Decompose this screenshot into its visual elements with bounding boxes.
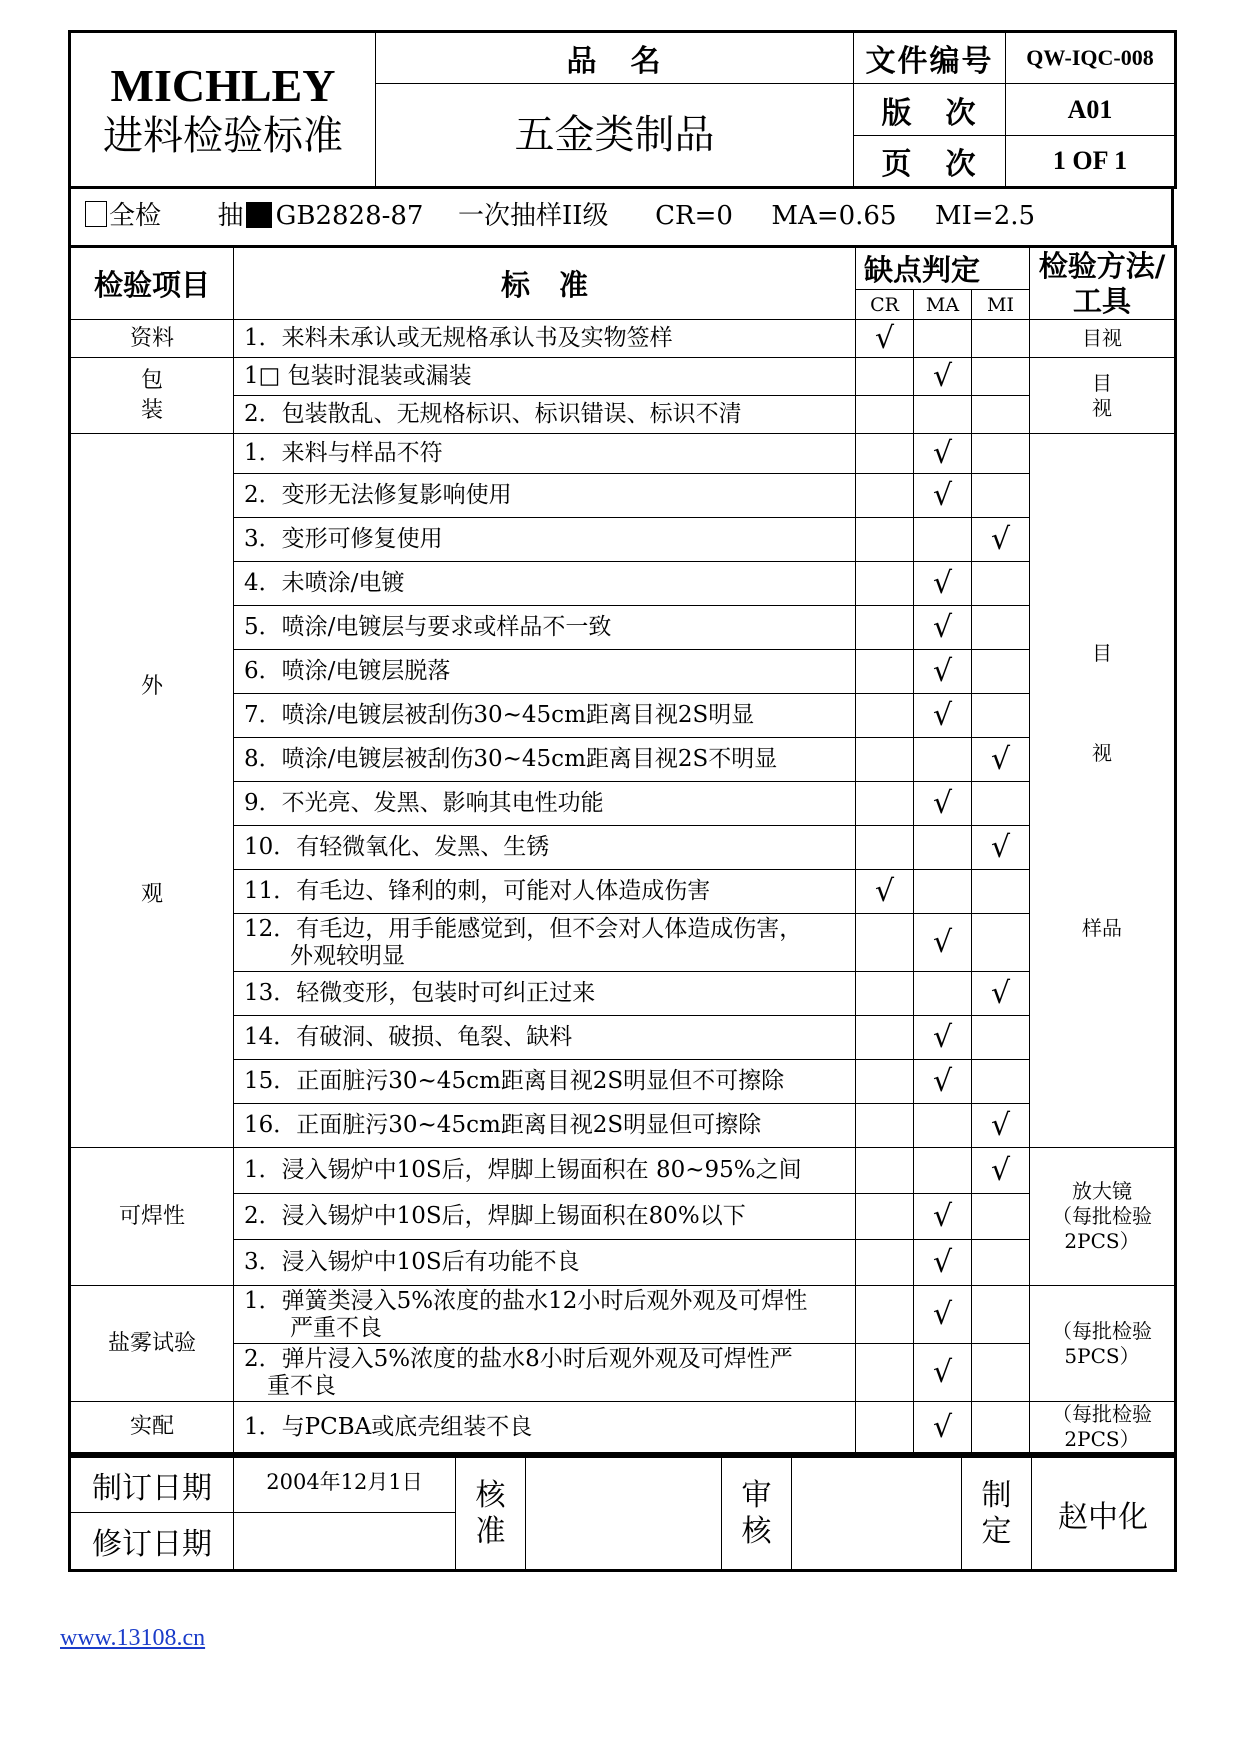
revise-date-value [234,1513,456,1571]
table-row [70,518,1176,562]
defect-cr-mark [856,1148,914,1194]
standard-text: 4．未喷涂/电镀 [234,562,856,606]
full-inspection-checkbox[interactable] [85,201,107,227]
defect-mi-mark: √ [972,738,1030,782]
inspection-method: 目视 [1030,320,1176,358]
table-row [70,1402,1176,1454]
inspection-item: 包 装 [70,358,234,434]
table-row [70,826,1176,870]
table-row [70,1286,1176,1344]
defect-mi-mark [972,1060,1030,1104]
brand-cell [70,32,376,188]
table-row [70,562,1176,606]
defect-ma-mark: √ [914,1194,972,1240]
standard-text: 1．与PCBA或底壳组装不良 [234,1402,856,1454]
defect-ma-mark: √ [914,562,972,606]
table-row [70,358,1176,396]
standard-text: 6．喷涂/电镀层脱落 [234,650,856,694]
col-standard-header: 标 准 [234,247,856,320]
standard-text: 11．有毛边、锋利的刺，可能对人体造成伤害 [234,870,856,914]
doc-title: 进料检验标准 [103,113,343,159]
defect-cr-mark [856,826,914,870]
col-item-header: 检验项目 [70,247,234,320]
defect-mi-mark [972,434,1030,474]
revise-date-label: 修订日期 [70,1513,234,1571]
defect-cr-mark [856,1402,914,1454]
standard-text: 3．浸入锡炉中10S后有功能不良 [234,1240,856,1286]
defect-cr-mark [856,1104,914,1148]
defect-mi-mark [972,1402,1030,1454]
defect-mi-mark: √ [972,826,1030,870]
defect-cr-mark [856,972,914,1016]
aql-ma: MA=0.65 [771,201,897,231]
author-value: 赵中化 [1032,1457,1176,1571]
defect-mi-mark [972,474,1030,518]
made-date-label: 制订日期 [70,1457,234,1513]
brand-name: MICHLEY [110,60,336,111]
product-label: 品 名 [376,32,854,84]
defect-ma-mark [914,870,972,914]
table-row [70,1148,1176,1194]
defect-ma-mark [914,1104,972,1148]
table-row [70,474,1176,518]
inspection-method: （每批检验 5PCS） [1030,1286,1176,1402]
inspection-method: 放大镜 （每批检验 2PCS） [1030,1148,1176,1286]
standard-text: 15．正面脏污30~45cm距离目视2S明显但不可擦除 [234,1060,856,1104]
inspection-item: 可焊性 [70,1148,234,1286]
table-row [70,738,1176,782]
defect-mi-mark [972,606,1030,650]
made-date-value: 2004年12月1日 [234,1457,456,1513]
defect-cr-mark: √ [856,320,914,358]
table-row [70,1104,1176,1148]
defect-ma-mark [914,1148,972,1194]
defect-mi-mark: √ [972,518,1030,562]
standard-text: 14．有破洞、破损、龟裂、缺料 [234,1016,856,1060]
table-row [70,972,1176,1016]
standard-text: 3．变形可修复使用 [234,518,856,562]
defect-cr-mark [856,1240,914,1286]
table-row [70,914,1176,972]
standard-text: 7．喷涂/电镀层被刮伤30~45cm距离目视2S明显 [234,694,856,738]
defect-ma-mark: √ [914,650,972,694]
defect-ma-mark: √ [914,474,972,518]
table-row [70,1344,1176,1402]
defect-cr-mark [856,1286,914,1344]
standard-text: 16．正面脏污30~45cm距离目视2S明显但可擦除 [234,1104,856,1148]
defect-cr-mark [856,650,914,694]
table-row [70,320,1176,358]
defect-mi-mark [972,1344,1030,1402]
defect-cr-mark [856,1344,914,1402]
standard-text: 2．变形无法修复影响使用 [234,474,856,518]
defect-ma-mark: √ [914,1016,972,1060]
inspection-method: （每批检验 2PCS） [1030,1402,1176,1454]
defect-mi-mark [972,358,1030,396]
table-row [70,1060,1176,1104]
defect-ma-mark: √ [914,358,972,396]
defect-ma-mark [914,826,972,870]
table-row [70,396,1176,434]
table-row [70,1240,1176,1286]
defect-cr-mark [856,914,914,972]
defect-cr-mark [856,474,914,518]
inspection-item: 资料 [70,320,234,358]
defect-ma-mark: √ [914,1286,972,1344]
defect-cr-mark [856,562,914,606]
standard-text: 9．不光亮、发黑、影响其电性功能 [234,782,856,826]
review-signature [792,1457,962,1571]
defect-mi-mark [972,562,1030,606]
defect-ma-mark: √ [914,606,972,650]
defect-cr-mark [856,782,914,826]
defect-ma-mark [914,738,972,782]
inspection-item: 外 观 [70,434,234,1148]
defect-mi-mark: √ [972,1148,1030,1194]
defect-mi-mark [972,914,1030,972]
sampling-checkbox-checked[interactable] [246,202,272,228]
version-label: 版 次 [854,84,1006,136]
col-ma-header: MA [914,290,972,320]
table-row [70,870,1176,914]
table-row [70,782,1176,826]
table-row [70,650,1176,694]
aql-cr: CR=0 [655,201,733,231]
defect-cr-mark [856,738,914,782]
version-value: A01 [1006,84,1176,136]
col-cr-header: CR [856,290,914,320]
defect-mi-mark [972,1016,1030,1060]
defect-cr-mark [856,606,914,650]
defect-mi-mark [972,320,1030,358]
inspection-table [68,245,1177,1455]
inspection-method: 目 视 [1030,358,1176,434]
sampling-row [68,189,1174,245]
standard-text: 8．喷涂/电镀层被刮伤30~45cm距离目视2S不明显 [234,738,856,782]
defect-ma-mark: √ [914,1402,972,1454]
sampling-plan: 一次抽样II级 [458,201,609,231]
approve-signature [526,1457,722,1571]
defect-ma-mark: √ [914,782,972,826]
header-table [68,30,1177,189]
defect-cr-mark [856,1194,914,1240]
defect-mi-mark [972,1194,1030,1240]
defect-cr-mark [856,518,914,562]
website-link[interactable]: www.13108.cn [60,1625,206,1651]
defect-ma-mark: √ [914,1344,972,1402]
defect-cr-mark [856,358,914,396]
author-label: 制 定 [962,1457,1032,1571]
standard-text: 5．喷涂/电镀层与要求或样品不一致 [234,606,856,650]
defect-ma-mark [914,320,972,358]
sampling-standard: GB2828-87 [275,201,424,231]
defect-mi-mark [972,782,1030,826]
sampling-label: 抽 [217,201,244,231]
standard-text: 2．包装散乱、无规格标识、标识错误、标识不清 [234,396,856,434]
standard-text: 10．有轻微氧化、发黑、生锈 [234,826,856,870]
defect-mi-mark: √ [972,972,1030,1016]
defect-ma-mark [914,396,972,434]
defect-cr-mark [856,1016,914,1060]
table-row [70,434,1176,474]
review-label: 审 核 [722,1457,792,1571]
inspection-method: 目 视 样品 [1030,434,1176,1148]
table-row [70,1016,1176,1060]
approve-label: 核 准 [456,1457,526,1571]
standard-text: 12．有毛边，用手能感觉到，但不会对人体造成伤害， 外观较明显 [234,914,856,972]
defect-mi-mark [972,1286,1030,1344]
defect-mi-mark: √ [972,1104,1030,1148]
product-value: 五金类制品 [376,84,854,188]
standard-text: 2．弹片浸入5%浓度的盐水8小时后观外观及可焊性严 重不良 [234,1344,856,1402]
defect-ma-mark: √ [914,434,972,474]
standard-text: 1．来料未承认或无规格承认书及实物签样 [234,320,856,358]
defect-cr-mark: √ [856,870,914,914]
col-defect-header: 缺点判定 [856,247,1030,290]
defect-cr-mark [856,434,914,474]
inspection-item: 盐雾试验 [70,1286,234,1402]
file-no-value: QW-IQC-008 [1006,32,1176,84]
col-method-header: 检验方法/工具 [1030,247,1176,320]
defect-ma-mark: √ [914,914,972,972]
table-row [70,606,1176,650]
defect-ma-mark [914,972,972,1016]
full-inspection-label: 全检 [109,201,162,231]
aql-mi: MI=2.5 [935,201,1036,231]
inspection-standard-form [68,30,1174,1572]
defect-ma-mark: √ [914,694,972,738]
footer-table [68,1455,1177,1572]
defect-ma-mark [914,518,972,562]
col-mi-header: MI [972,290,1030,320]
page-value: 1 OF 1 [1006,136,1176,188]
standard-text: 1．弹簧类浸入5%浓度的盐水12小时后观外观及可焊性 严重不良 [234,1286,856,1344]
defect-mi-mark [972,1240,1030,1286]
defect-mi-mark [972,396,1030,434]
defect-cr-mark [856,396,914,434]
standard-text: 1□ 包装时混装或漏装 [234,358,856,396]
defect-cr-mark [856,1060,914,1104]
file-no-label: 文件编号 [854,32,1006,84]
inspection-item: 实配 [70,1402,234,1454]
table-row [70,1194,1176,1240]
standard-text: 1．浸入锡炉中10S后，焊脚上锡面积在 80~95%之间 [234,1148,856,1194]
page-label: 页 次 [854,136,1006,188]
defect-ma-mark: √ [914,1240,972,1286]
standard-text: 1．来料与样品不符 [234,434,856,474]
defect-ma-mark: √ [914,1060,972,1104]
standard-text: 13．轻微变形，包装时可纠正过来 [234,972,856,1016]
defect-mi-mark [972,650,1030,694]
defect-cr-mark [856,694,914,738]
table-row [70,694,1176,738]
defect-mi-mark [972,870,1030,914]
standard-text: 2．浸入锡炉中10S后，焊脚上锡面积在80%以下 [234,1194,856,1240]
defect-mi-mark [972,694,1030,738]
